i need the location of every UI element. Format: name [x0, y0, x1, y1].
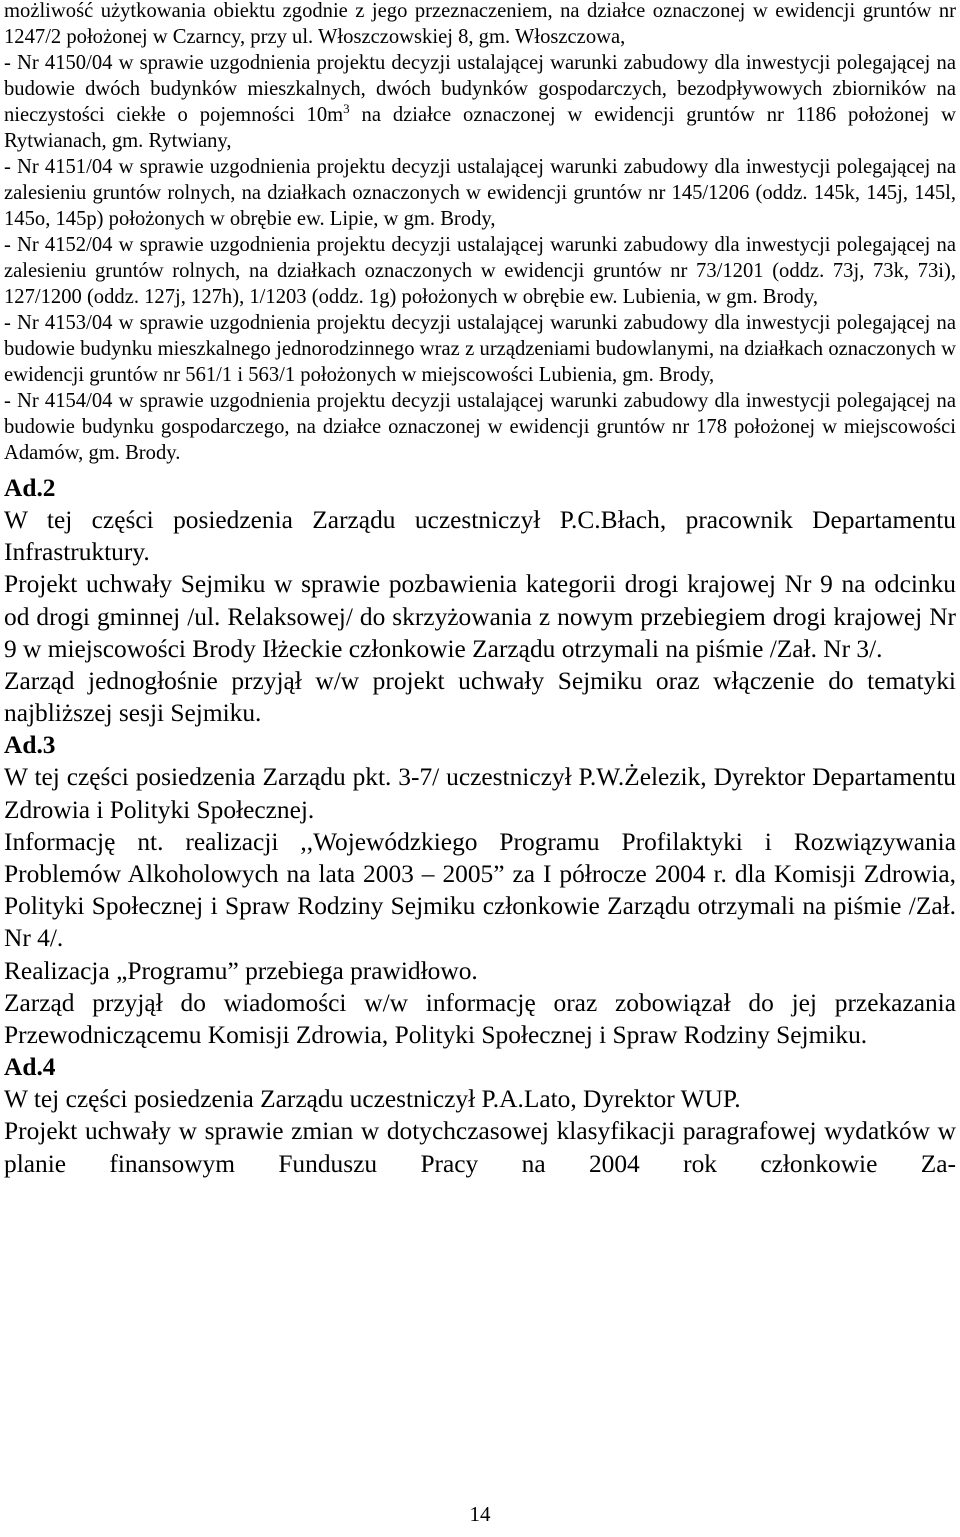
section-ad3 — [4, 729, 956, 1051]
section-paragraph: Realizacja „Programu” przebiega prawidłowo. — [4, 956, 478, 985]
section-paragraph: Informację nt. realizacji ,,Wojewódzkiego Programu Profilaktyki i Rozwiązywania Problemów Alkoholowych na lata 2003 – 2005” za I półrocze 2004 r. dla Komisji Zdrowia, Polityki Społecznej i Spraw Rodziny Sejmiku członkowie Zarządu otrzymali na piśmie /Zał. Nr 4/. — [4, 827, 956, 953]
section-paragraph: W tej części posiedzenia Zarządu uczestniczył P.C.Błach, pracownik Departamentu Infrastruktury. — [4, 506, 956, 567]
continuation-paragraph: możliwość użytkowania obiektu zgodnie z jego przeznaczeniem, na działce oznaczonej w ewidencji gruntów nr 1247/2 położonej w Czarncy, przy ul. Włoszczowskiej 8, gm. Włoszczowa, — [4, 0, 956, 48]
section-paragraph: W tej części posiedzenia Zarządu pkt. 3-7/ uczestniczył P.W.Żelezik, Dyrektor Departamentu Zdrowia i Polityki Społecznej. — [4, 763, 956, 824]
section-ad2 — [4, 472, 956, 729]
superscript: 3 — [343, 101, 350, 117]
resolutions-list — [4, 50, 956, 466]
resolution-item: - Nr 4154/04 w sprawie uzgodnienia projektu decyzji ustalającej warunki zabudowy dla inwestycji polegającej na budowie budynku gospodarczego, na działce oznaczonej w ewidencji gruntów nr 178 położonej w miejscowości Adamów, gm. Brody. — [4, 390, 956, 464]
section-heading: Ad.4 — [4, 1053, 56, 1082]
section-paragraph: Projekt uchwały Sejmiku w sprawie pozbawienia kategorii drogi krajowej Nr 9 na odcinku od drogi gminnej /ul. Relaksowej/ do skrzyżowania z nowym przebiegiem drogi krajowej Nr 9 w miejscowości Brody Iłżeckie członkowie Zarządu otrzymali na piśmie /Zał. Nr 3/. — [4, 570, 956, 663]
section-paragraph: Zarząd przyjął do wiadomości w/w informację oraz zobowiązał do jej przekazania Przewodniczącemu Komisji Zdrowia, Polityki Społecznej i Spraw Rodziny Sejmiku. — [4, 988, 956, 1050]
document-page — [4, 0, 956, 1537]
section-paragraph: Zarząd jednogłośnie przyjął w/w projekt uchwały Sejmiku oraz włączenie do tematyki najbliższej sesji Sejmiku. — [4, 667, 956, 728]
page-number: 14 — [469, 1502, 491, 1526]
resolution-text: na działce oznaczonej w ewidencji gruntów nr 1186 położonej w Rytwianach, gm. Rytwiany, — [4, 104, 956, 152]
section-heading: Ad.3 — [4, 731, 56, 760]
section-paragraph: W tej części posiedzenia Zarządu uczestniczył P.A.Lato, Dyrektor WUP. — [4, 1085, 741, 1114]
section-ad4 — [4, 1051, 956, 1180]
resolution-item: - Nr 4151/04 w sprawie uzgodnienia projektu decyzji ustalającej warunki zabudowy dla inwestycji polegającej na zalesieniu gruntów rolnych, na działkach oznaczonych w ewidencji gruntów nr 145/1206 (oddz. 145k, 145j, 145l, 145o, 145p) położonych w obrębie ew. Lipie, w gm. Brody, — [4, 156, 956, 230]
resolution-item — [4, 50, 956, 154]
resolution-item: - Nr 4153/04 w sprawie uzgodnienia projektu decyzji ustalającej warunki zabudowy dla inwestycji polegającej na budowie budynku mieszkalnego jednorodzinnego wraz z urządzeniami budowlanymi, na działkach oznaczonych w ewidencji gruntów nr 561/1 i 563/1 położonych w miejscowości Lubienia, gm. Brody, — [4, 312, 956, 386]
section-paragraph: Projekt uchwały w sprawie zmian w dotychczasowej klasyfikacji paragrafowej wydatków w planie finansowym Funduszu Pracy na 2004 rok członkowie Za- — [4, 1117, 956, 1178]
resolution-text: - Nr 4150/04 w sprawie uzgodnienia projektu decyzji ustalającej warunki zabudowy dla inwestycji polegającej na budowie dwóch budynków mieszkalnych, dwóch budynków gospodarczych, bezodpływowych zbiorników na nieczystości ciekłe o pojemności 10m — [4, 52, 956, 126]
section-heading: Ad.2 — [4, 474, 56, 502]
resolution-item: - Nr 4152/04 w sprawie uzgodnienia projektu decyzji ustalającej warunki zabudowy dla inwestycji polegającej na zalesieniu gruntów rolnych, na działkach oznaczonych w ewidencji gruntów nr 73/1201 (oddz. 73j, 73k, 73i), 127/1200 (oddz. 127j, 127h), 1/1203 (oddz. 1g) położonych w obrębie ew. Lubienia, w gm. Brody, — [4, 234, 956, 308]
